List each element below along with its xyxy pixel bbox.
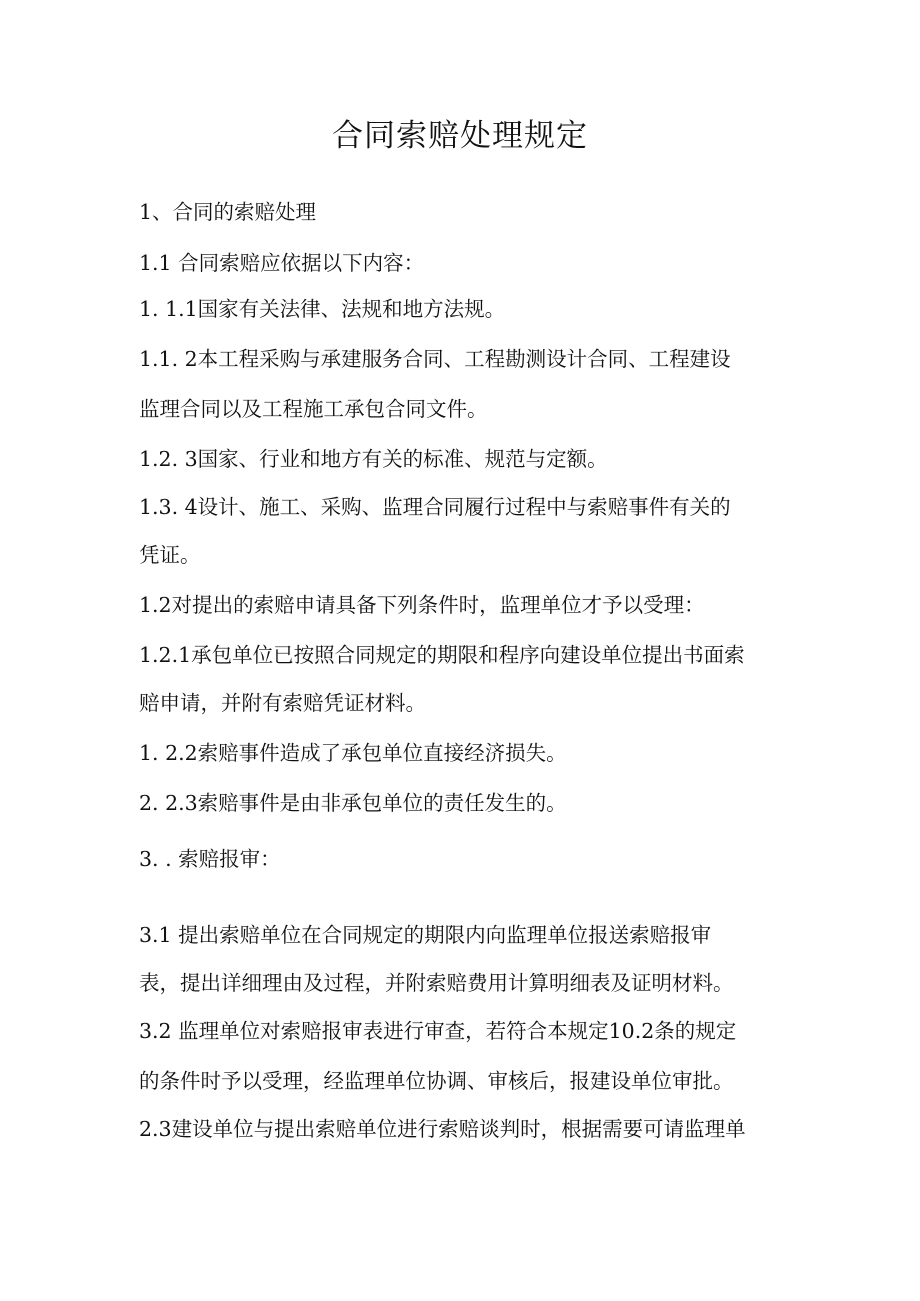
- text-line: 3.1 提出索赔单位在合同规定的期限内向监理单位报送索赔报审: [139, 923, 712, 947]
- text-line: 赔申请，并附有索赔凭证材料。: [139, 691, 426, 715]
- text-line: 1. 2.2索赔事件造成了承包单位直接经济损失。: [139, 741, 567, 765]
- text-line: 监理合同以及工程施工承包合同文件。: [139, 397, 488, 421]
- text-line: 2.3建设单位与提出索赔单位进行索赔谈判时，根据需要可请监理单: [139, 1117, 746, 1141]
- text-line: 3. . 索赔报审：: [139, 847, 281, 871]
- text-line: 1、合同的索赔处理: [139, 200, 317, 224]
- text-line: 1.2.1承包单位已按照合同规定的期限和程序向建设单位提出书面索: [139, 643, 745, 667]
- text-line: 1.2. 3国家、行业和地方有关的标准、规范与定额。: [139, 447, 608, 471]
- text-line: 1. 1.1国家有关法律、法规和地方法规。: [139, 297, 506, 321]
- document-title: 合同索赔处理规定: [332, 118, 588, 154]
- text-line: 的条件时予以受理，经监理单位协调、审核后，报建设单位审批。: [139, 1069, 734, 1093]
- text-line: 表，提出详细理由及过程，并附索赔费用计算明细表及证明材料。: [139, 971, 734, 995]
- text-line: 1.1 合同索赔应依据以下内容：: [139, 251, 425, 275]
- text-line: 1.1. 2本工程采购与承建服务合同、工程勘测设计合同、工程建设: [139, 347, 731, 371]
- text-line: 2. 2.3索赔事件是由非承包单位的责任发生的。: [139, 791, 567, 815]
- text-line: 1.3. 4设计、施工、采购、监理合同履行过程中与索赔事件有关的: [139, 495, 731, 519]
- text-line: 凭证。: [139, 543, 201, 567]
- text-line: 3.2 监理单位对索赔报审表进行审查，若符合本规定10.2条的规定: [139, 1019, 737, 1043]
- text-line: 1.2对提出的索赔申请具备下列条件时，监理单位才予以受理：: [139, 593, 705, 617]
